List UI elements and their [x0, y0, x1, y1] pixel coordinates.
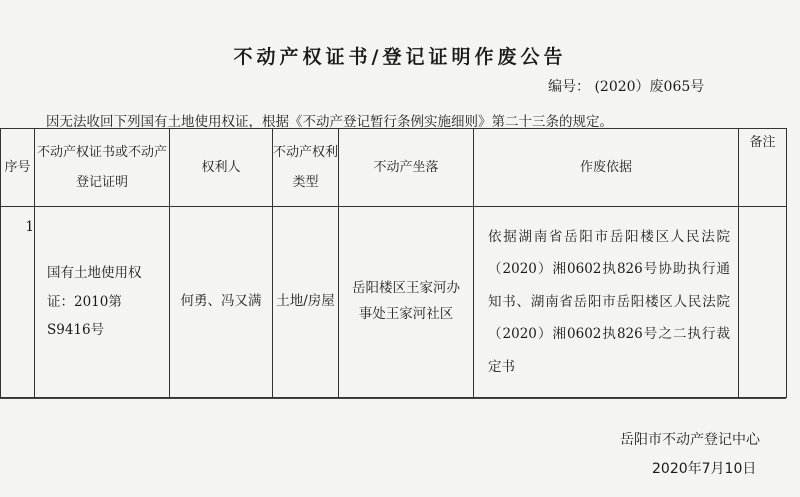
document-number: 编号： (2020）废065号 — [548, 79, 705, 95]
page-title: 不动产权证书/登记证明作废公告 — [233, 46, 567, 68]
header-basis: 作废依据 — [474, 129, 739, 207]
bottom-divider — [0, 398, 786, 399]
cell-cert: 国有土地使用权证：2010第S9416号 — [35, 207, 170, 398]
table-row — [1, 207, 787, 398]
table-header-row — [1, 129, 787, 207]
cell-holder: 何勇、冯又满 — [170, 207, 273, 398]
cell-remark — [739, 207, 787, 398]
header-remark: 备注 — [739, 129, 787, 207]
issue-date: 2020年7月10日 — [652, 461, 757, 477]
cell-right-type: 土地/房屋 — [273, 207, 339, 398]
header-seq: 序号 — [1, 129, 35, 207]
void-notice-table — [0, 128, 787, 398]
intro-text: 因无法收回下列国有土地使用权证，根据《不动产登记暂行条例实施细则》第二十三条的规定。 — [46, 114, 613, 130]
issuer-name: 岳阳市不动产登记中心 — [620, 432, 760, 448]
cell-seq: 1 — [1, 207, 35, 398]
cell-location: 岳阳楼区王家河办事处王家河社区 — [339, 207, 474, 398]
header-cert: 不动产权证书或不动产登记证明 — [35, 129, 170, 207]
header-holder: 权利人 — [170, 129, 273, 207]
header-right-type: 不动产权利类型 — [273, 129, 339, 207]
header-location: 不动产坐落 — [339, 129, 474, 207]
cell-basis: 依据湖南省岳阳市岳阳楼区人民法院（2020）湘0602执826号协助执行通知书、湖南省岳阳市岳阳楼区人民法院（2020）湘0602执826号之二执行裁定书 — [474, 207, 739, 398]
